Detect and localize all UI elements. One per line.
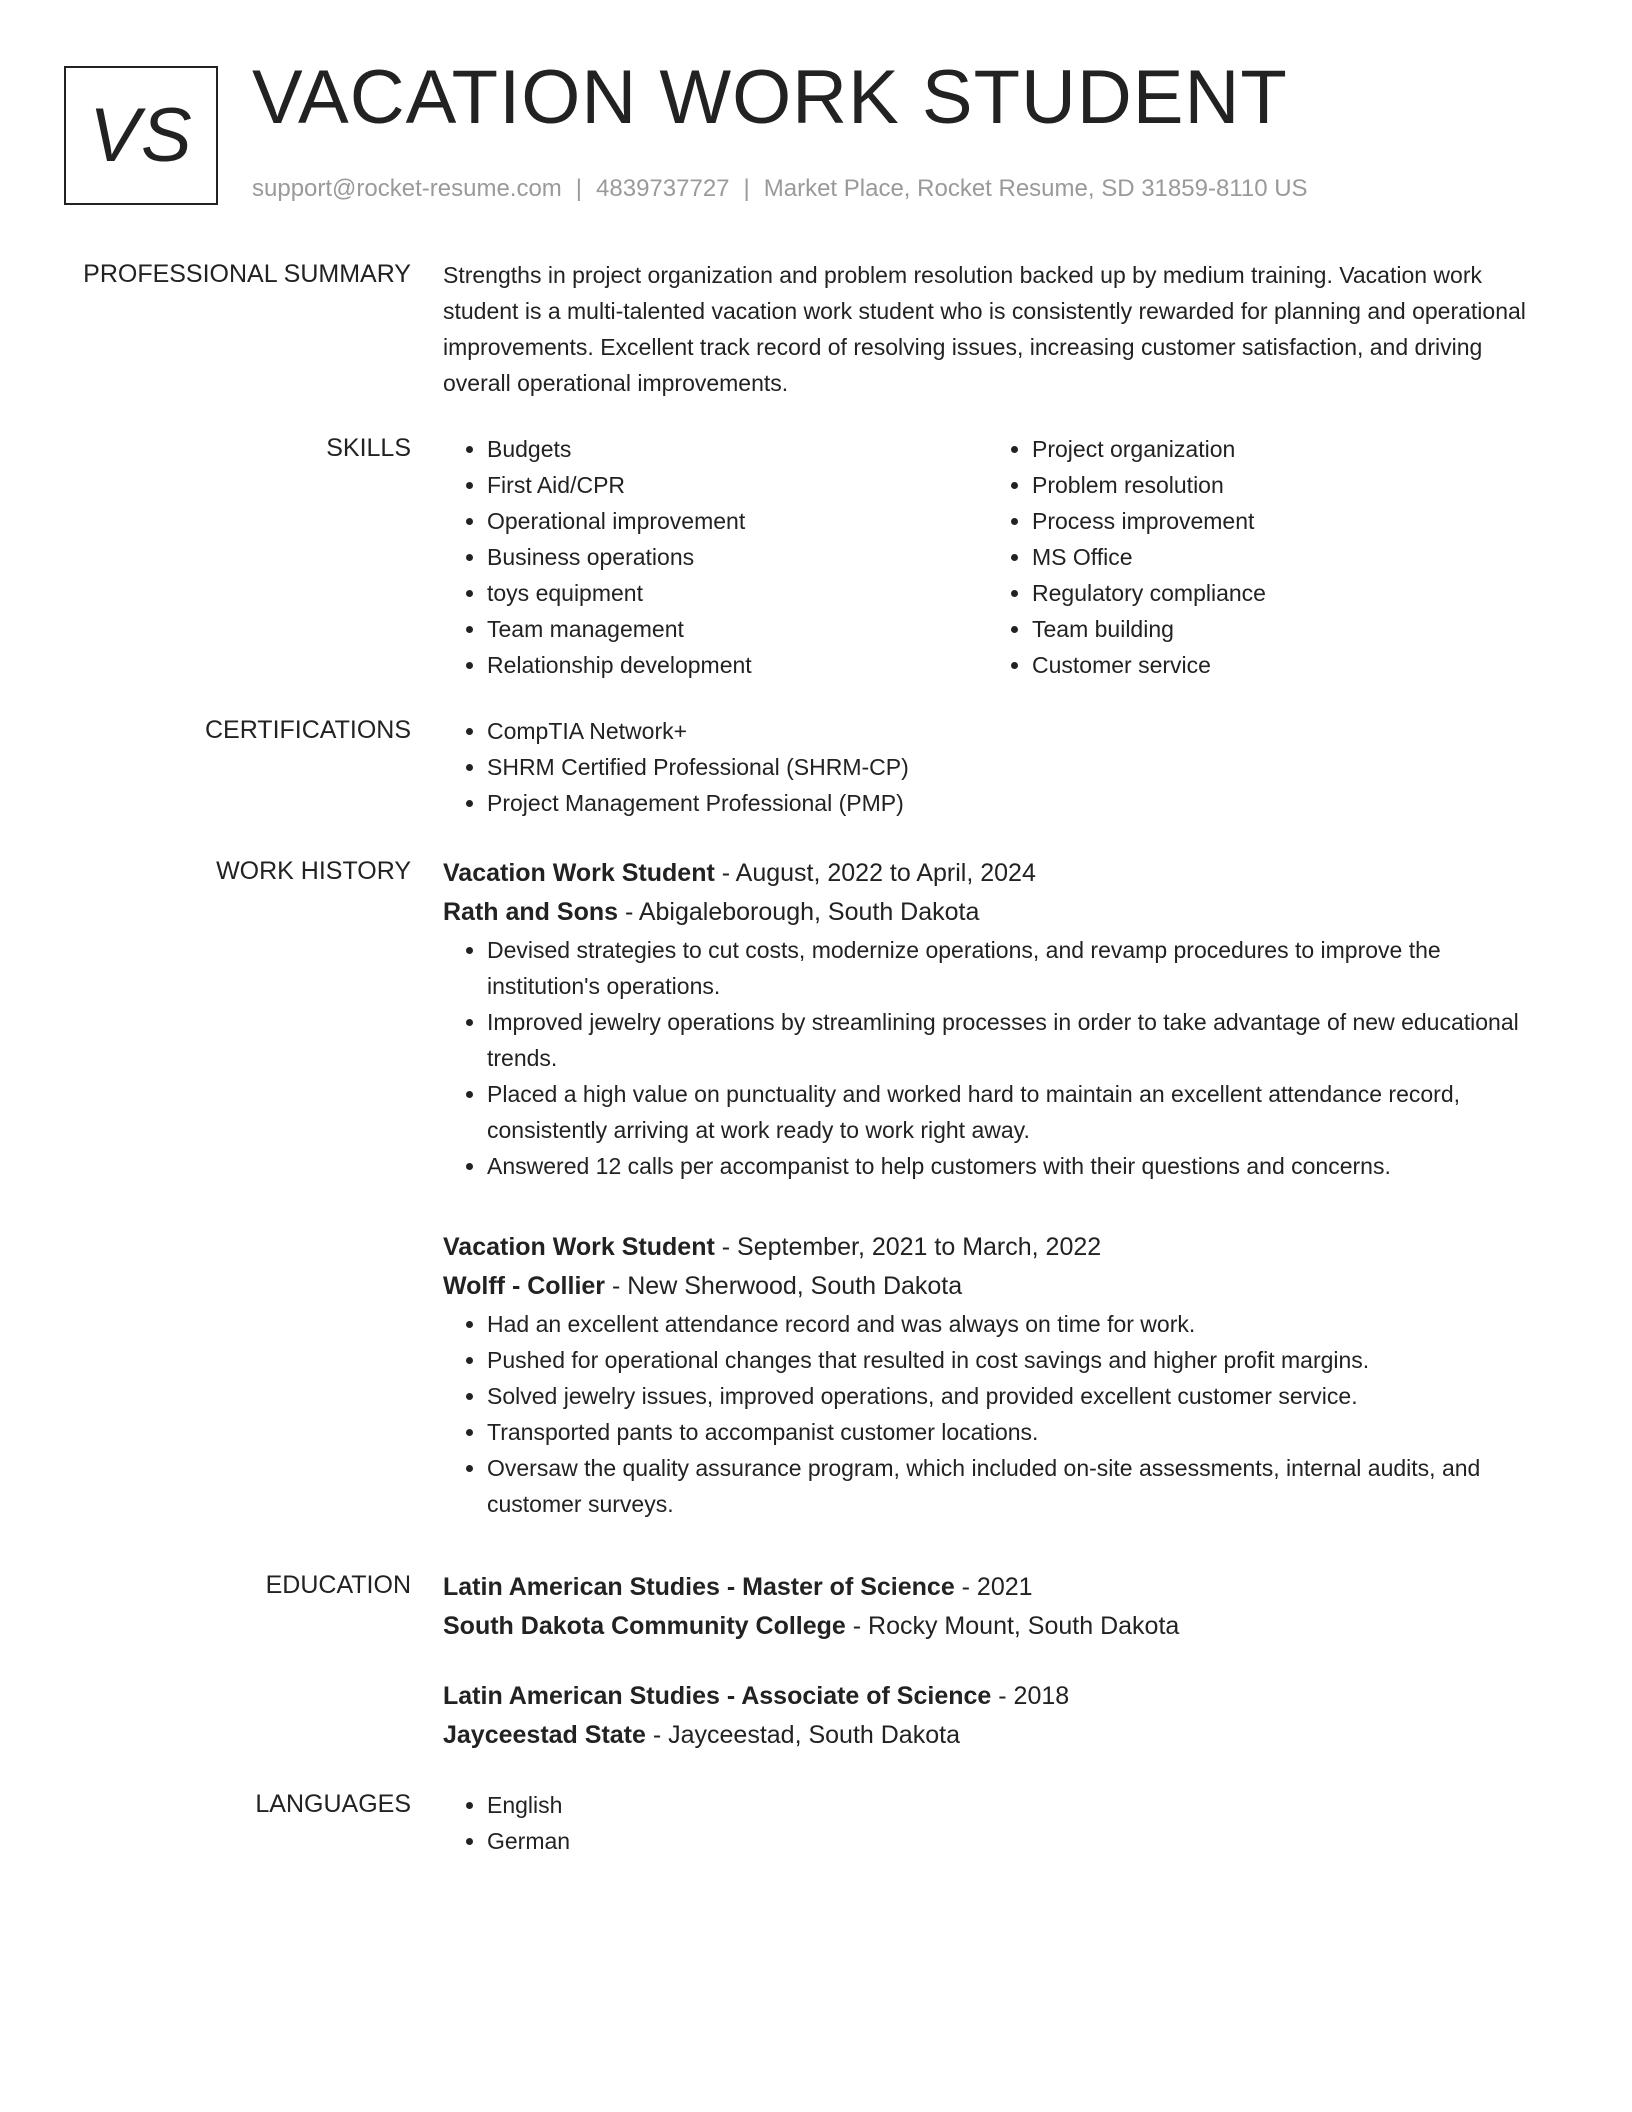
- summary-body: [443, 257, 1553, 401]
- job-bullet: • Solved jewelry issues, improved operations, and provided excellent customer service.: [487, 1378, 1553, 1414]
- job-role: Vacation Work Student: [443, 859, 715, 887]
- monogram-text: VS: [89, 92, 193, 178]
- job-bullet: • Oversaw the quality assurance program, which included on-site assessments, internal audits, and customer surveys.: [487, 1450, 1553, 1522]
- education-school-line: [443, 1716, 1553, 1755]
- skill-item: • Project organization: [1032, 431, 1533, 467]
- certification-item: • Project Management Professional (PMP): [487, 785, 1553, 821]
- job-bullets: [443, 932, 1553, 1184]
- contact-line: [252, 174, 1308, 204]
- job-bullet: • Devised strategies to cut costs, modernize operations, and revamp procedures to improve the institution's operations.: [487, 932, 1553, 1004]
- job-bullet: • Answered 12 calls per accompanist to help customers with their questions and concerns.: [487, 1148, 1553, 1184]
- education-year: - 2021: [954, 1573, 1033, 1601]
- skill-item: • Team management: [487, 611, 988, 647]
- section-title-skills: SKILLS: [326, 434, 411, 462]
- resume-name: VACATION WORK STUDENT: [252, 55, 1288, 140]
- contact-separator: |: [575, 175, 583, 202]
- section-title-education: EDUCATION: [265, 1571, 411, 1599]
- skill-item: • Customer service: [1032, 647, 1533, 683]
- certification-item: • SHRM Certified Professional (SHRM-CP): [487, 749, 1553, 785]
- skill-item: • Regulatory compliance: [1032, 575, 1533, 611]
- skills-list-right: [988, 431, 1533, 683]
- job-company-line: [443, 1267, 1553, 1306]
- job-dates: - August, 2022 to April, 2024: [714, 859, 1036, 887]
- job-title-line: [443, 854, 1553, 893]
- skills-body: [443, 431, 1553, 683]
- job-bullet: • Transported pants to accompanist customer locations.: [487, 1414, 1553, 1450]
- job-entry: [443, 854, 1553, 1184]
- contact-phone: 4839737727: [596, 175, 730, 202]
- language-item: • German: [487, 1823, 1553, 1859]
- education-degree: Latin American Studies - Associate of Science: [443, 1682, 992, 1710]
- job-company: Wolff - Collier: [443, 1272, 606, 1300]
- skill-item: • MS Office: [1032, 539, 1533, 575]
- job-location: - New Sherwood, South Dakota: [605, 1272, 963, 1300]
- skill-item: • Team building: [1032, 611, 1533, 647]
- languages-body: [443, 1787, 1553, 1859]
- section-title-work-history: WORK HISTORY: [216, 857, 411, 885]
- contact-separator: |: [743, 175, 750, 202]
- language-item: • English: [487, 1787, 1553, 1823]
- job-bullet: • Improved jewelry operations by streamlining processes in order to take advantage of new educational trends.: [487, 1004, 1553, 1076]
- certification-item: • CompTIA Network+: [487, 713, 1553, 749]
- education-entry: [443, 1568, 1553, 1646]
- skills-list-left: [443, 431, 988, 683]
- certifications-body: [443, 713, 1553, 821]
- skill-item: • First Aid/CPR: [487, 467, 988, 503]
- skills-column-left: [443, 431, 988, 683]
- education-degree-line: [443, 1677, 1553, 1716]
- section-title-languages: LANGUAGES: [255, 1790, 411, 1818]
- section-title-certifications: CERTIFICATIONS: [204, 716, 411, 744]
- education-location: - Rocky Mount, South Dakota: [845, 1612, 1180, 1640]
- job-company: Rath and Sons: [443, 898, 619, 926]
- education-year: - 2018: [991, 1682, 1070, 1710]
- education-school-line: [443, 1607, 1553, 1646]
- job-bullet: • Had an excellent attendance record and was always on time for work.: [487, 1306, 1553, 1342]
- certifications-list: [443, 713, 1553, 821]
- skill-item: • Relationship development: [487, 647, 988, 683]
- job-title-line: [443, 1228, 1553, 1267]
- skill-item: • Budgets: [487, 431, 988, 467]
- education-degree-line: [443, 1568, 1553, 1607]
- job-bullets: [443, 1306, 1553, 1522]
- job-location: - Abigaleborough, South Dakota: [618, 898, 980, 926]
- summary-text: Strengths in project organization and problem resolution backed up by medium training. Vacation work student is a multi-talented vacation work student who is consistently rewarded for planning and operational improvements. Excellent track record of resolving issues, increasing customer satisfaction, and driving overall operational improvements.: [443, 262, 1526, 396]
- education-school: Jayceestad State: [443, 1721, 646, 1749]
- contact-address: Market Place, Rocket Resume, SD 31859-8110 US: [763, 175, 1308, 202]
- skill-item: • Business operations: [487, 539, 988, 575]
- job-entry: [443, 1228, 1553, 1522]
- job-dates: - September, 2021 to March, 2022: [714, 1233, 1102, 1261]
- job-bullet: • Pushed for operational changes that resulted in cost savings and higher profit margins.: [487, 1342, 1553, 1378]
- skill-item: • Operational improvement: [487, 503, 988, 539]
- education-entry: [443, 1677, 1553, 1755]
- skills-columns: [443, 431, 1553, 683]
- skill-item: • Problem resolution: [1032, 467, 1533, 503]
- monogram-box: [64, 66, 218, 205]
- contact-email: support@rocket-resume.com: [252, 175, 562, 202]
- job-company-line: [443, 893, 1553, 932]
- languages-list: [443, 1787, 1553, 1859]
- skills-column-right: [988, 431, 1533, 683]
- job-role: Vacation Work Student: [443, 1233, 715, 1261]
- education-degree: Latin American Studies - Master of Science: [443, 1573, 955, 1601]
- section-title-summary: PROFESSIONAL SUMMARY: [83, 260, 411, 288]
- education-school: South Dakota Community College: [443, 1612, 846, 1640]
- job-bullet: • Placed a high value on punctuality and worked hard to maintain an excellent attendance record, consistently arriving at work ready to work right away.: [487, 1076, 1553, 1148]
- education-location: - Jayceestad, South Dakota: [645, 1721, 960, 1749]
- skill-item: • Process improvement: [1032, 503, 1533, 539]
- skill-item: • toys equipment: [487, 575, 988, 611]
